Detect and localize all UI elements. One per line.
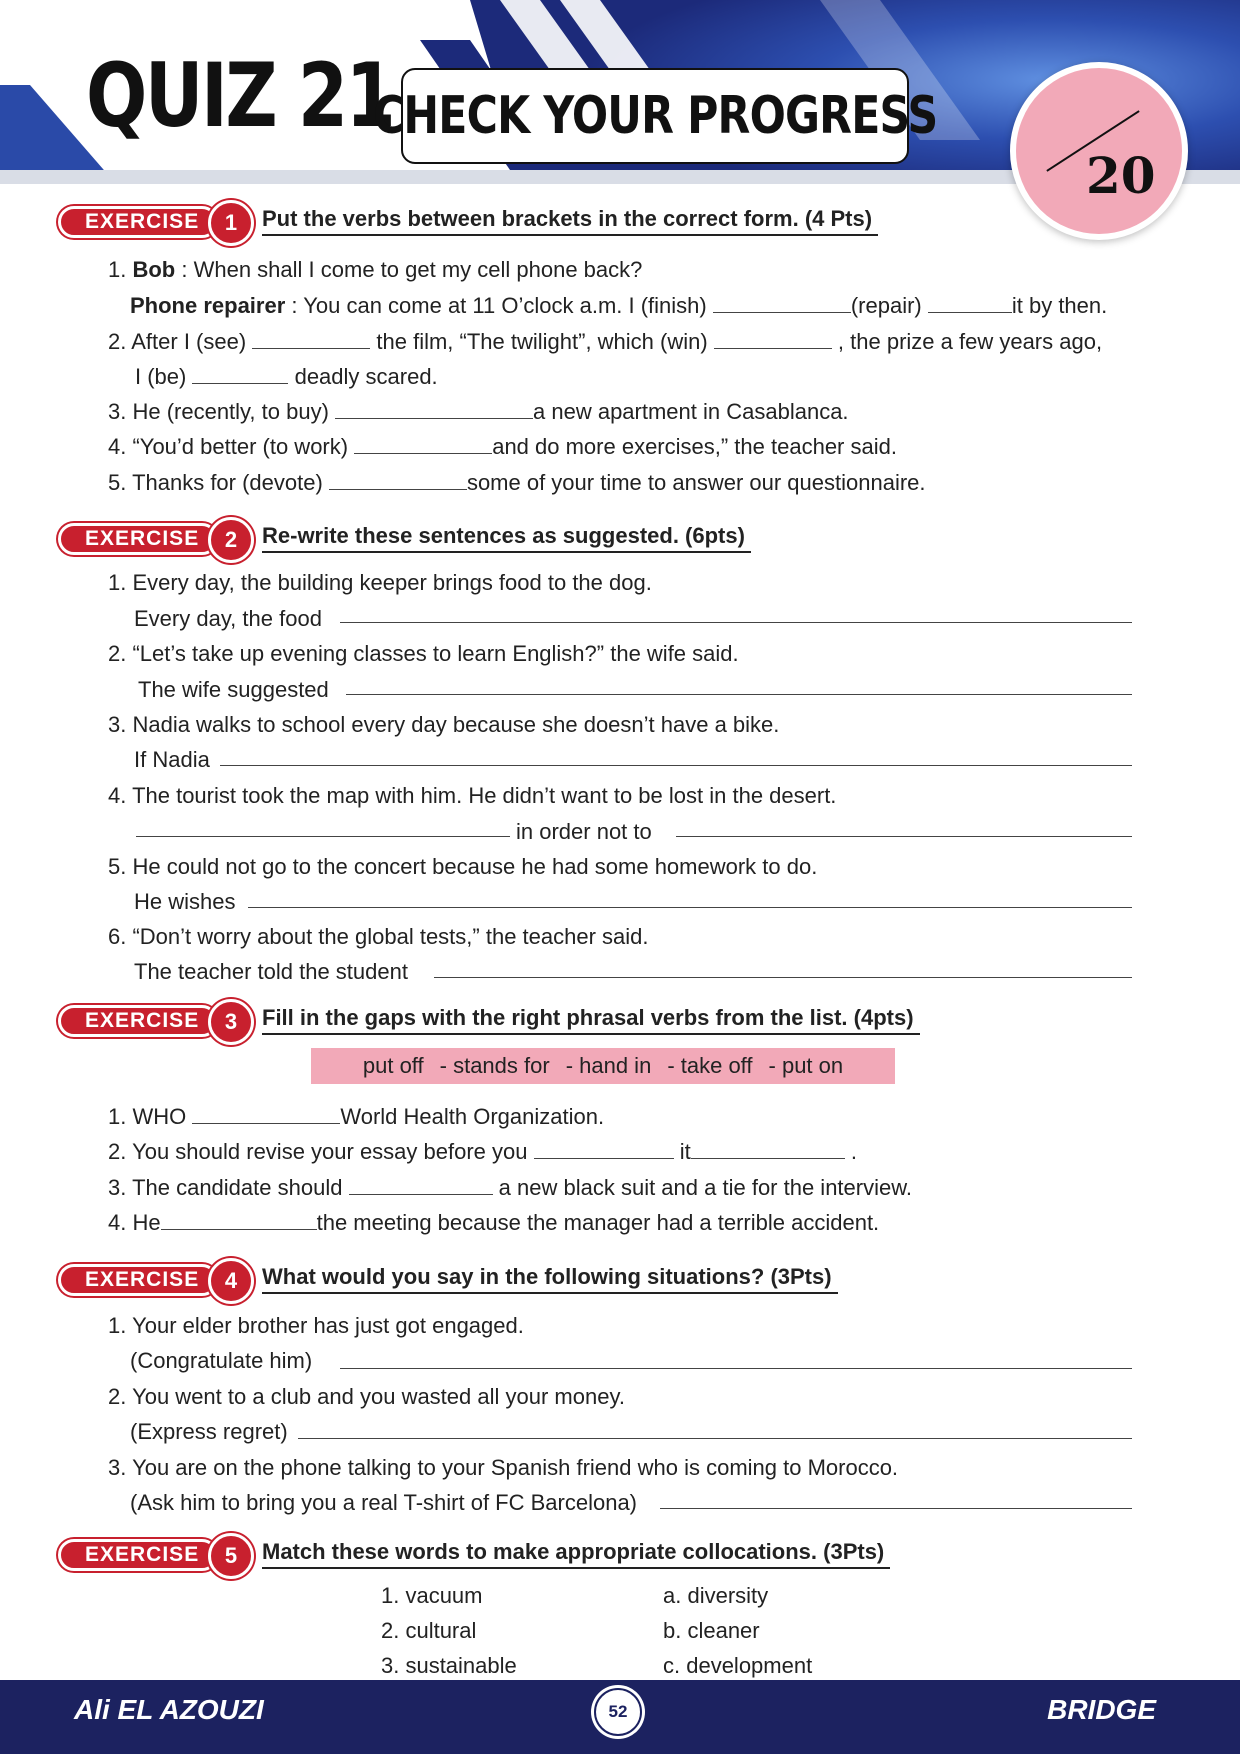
ex1-q1-answer (130, 292, 1107, 320)
q-text: World Health Organization. (340, 1104, 605, 1129)
ex4-q2: 2. You went to a club and you wasted all your money. (108, 1384, 625, 1409)
answer-line[interactable] (660, 1508, 1132, 1509)
ex4-a3-prompt: (Ask him to bring you a real T-shirt of FC Barcelona) (130, 1490, 638, 1515)
ex2-q4: 4. The tourist took the map with him. He didn’t want to be lost in the desert. (108, 783, 837, 808)
ex4-a2-prompt: (Express regret) (130, 1419, 288, 1444)
answer-line[interactable] (340, 622, 1132, 623)
ex2-q2: 2. “Let’s take up evening classes to learn English?” the wife said. (108, 641, 739, 666)
exercise-number: 5 (208, 1533, 254, 1579)
word-option: - hand in (565, 1053, 652, 1078)
ex1-q1 (108, 256, 642, 284)
q-text: 2. After I (see) (108, 329, 253, 354)
q-text: deadly scared. (288, 364, 438, 389)
exercise-number: 4 (208, 1258, 254, 1304)
speaker: Phone repairer (130, 293, 286, 318)
q-text: 4. He (108, 1210, 161, 1235)
q-text: 3. The candidate should (108, 1175, 349, 1200)
ex1-q2 (108, 328, 1102, 356)
q-text: a new black suit and a tie for the interview. (492, 1175, 913, 1200)
q-number: 1. (108, 257, 127, 282)
ex2-q5: 5. He could not go to the concert because he had some homework to do. (108, 854, 818, 879)
ex2-q6: 6. “Don’t worry about the global tests,” the teacher said. (108, 924, 649, 949)
match-left-item: 3. sustainable (381, 1653, 517, 1678)
q-text: 5. Thanks for (devote) (108, 470, 329, 495)
exercise-title: Re-write these sentences as suggested. (6pts) (262, 523, 751, 553)
q-text: the meeting because the manager had a terrible accident. (316, 1210, 880, 1235)
page-footer (0, 1680, 1240, 1754)
q-text: : When shall I come to get my cell phone back? (175, 257, 643, 282)
exercise-label: EXERCISE (58, 206, 218, 238)
answer-blank[interactable] (691, 1140, 845, 1159)
exercise-5-header (56, 1533, 1056, 1579)
match-left-item: 1. vacuum (381, 1583, 483, 1608)
match-right-item: c. development (663, 1653, 813, 1678)
progress-label: CHECK YOUR PROGRESS (372, 86, 938, 146)
ex2-q3: 3. Nadia walks to school every day because she doesn’t have a bike. (108, 712, 780, 737)
ex1-q5 (108, 469, 926, 497)
quiz-title: QUIZ 21 (86, 44, 394, 147)
exercise-3-header (56, 999, 1056, 1045)
match-right-item: a. diversity (663, 1583, 769, 1608)
score-total: 20 (1086, 146, 1156, 205)
answer-blank[interactable] (192, 365, 288, 384)
q-text: (repair) (850, 293, 928, 318)
q-text: it by then. (1011, 293, 1108, 318)
q-text: 4. “You’d better (to work) (108, 434, 355, 459)
q-text: it (679, 1139, 691, 1164)
ex3-q1 (108, 1103, 604, 1131)
q-text: 3. He (recently, to buy) (108, 399, 336, 424)
ex2-q1: 1. Every day, the building keeper brings food to the dog. (108, 570, 652, 595)
ex2-a4-prompt: in order not to (516, 819, 652, 844)
ex2-a1-prompt: Every day, the food (134, 606, 322, 631)
answer-blank[interactable] (252, 330, 370, 349)
match-right-item: b. cleaner (663, 1618, 760, 1643)
ex1-q3 (108, 398, 849, 426)
answer-blank[interactable] (161, 1211, 317, 1230)
exercise-4-header (56, 1258, 1056, 1304)
exercise-number: 1 (208, 200, 254, 246)
answer-line[interactable] (340, 1368, 1132, 1369)
q-text: and do more exercises,” the teacher said. (492, 434, 897, 459)
answer-line[interactable] (434, 977, 1132, 978)
q-text: I (be) (135, 364, 193, 389)
exercise-number: 3 (208, 999, 254, 1045)
ex1-q2-cont (135, 363, 438, 391)
ex4-q1: 1. Your elder brother has just got engaged. (108, 1313, 524, 1338)
q-text: some of your time to answer our questionnaire. (466, 470, 926, 495)
q-text: 2. You should revise your essay before you (108, 1139, 534, 1164)
author-name: Ali EL AZOUZI (74, 1694, 264, 1725)
ex2-a5-prompt: He wishes (134, 889, 236, 914)
q-text: the film, “The twilight”, which (win) (370, 329, 714, 354)
ex4-a1-prompt: (Congratulate him) (130, 1348, 313, 1373)
word-option: - put on (768, 1053, 844, 1078)
answer-blank[interactable] (192, 1105, 340, 1124)
exercise-title: Match these words to make appropriate collocations. (3Pts) (262, 1539, 890, 1569)
page-number: 52 (594, 1688, 642, 1736)
answer-line[interactable] (136, 836, 510, 837)
answer-blank[interactable] (534, 1140, 674, 1159)
q-text: 1. WHO (108, 1104, 193, 1129)
ex2-a3-prompt: If Nadia (134, 747, 210, 772)
answer-blank[interactable] (335, 400, 533, 419)
answer-line[interactable] (346, 694, 1132, 695)
word-option: - take off (667, 1053, 753, 1078)
exercise-title: What would you say in the following situations? (3Pts) (262, 1264, 838, 1294)
speaker: Bob (132, 257, 176, 282)
exercise-title: Put the verbs between brackets in the correct form. (4 Pts) (262, 206, 878, 236)
ex3-q2 (108, 1138, 857, 1166)
answer-blank[interactable] (714, 330, 832, 349)
exercise-number: 2 (208, 517, 254, 563)
exercise-label: EXERCISE (58, 1539, 218, 1571)
answer-blank[interactable] (349, 1176, 493, 1195)
brand-name: BRIDGE (1047, 1694, 1156, 1725)
exercise-2-header (56, 517, 1056, 563)
check-progress-banner (372, 68, 938, 164)
phrasal-verbs-list (311, 1048, 895, 1084)
ex4-q3: 3. You are on the phone talking to your Spanish friend who is coming to Morocco. (108, 1455, 899, 1480)
q-text: . (844, 1139, 857, 1164)
answer-blank[interactable] (329, 471, 467, 490)
answer-line[interactable] (298, 1438, 1132, 1439)
exercise-1-header (56, 200, 1056, 246)
ex3-q3 (108, 1174, 912, 1202)
q-text: : You can come at 11 O’clock a.m. I (finish) (285, 293, 713, 318)
word-option: - stands for (439, 1053, 550, 1078)
exercise-label: EXERCISE (58, 1005, 218, 1037)
answer-blank[interactable] (354, 435, 492, 454)
q-text: a new apartment in Casablanca. (533, 399, 849, 424)
word-option: put off (362, 1053, 424, 1078)
exercise-title: Fill in the gaps with the right phrasal verbs from the list. (4pts) (262, 1005, 920, 1035)
ex2-a6-prompt: The teacher told the student (134, 959, 408, 984)
ex1-q4 (108, 433, 897, 461)
answer-line[interactable] (676, 836, 1132, 837)
q-text: , the prize a few years ago, (831, 329, 1103, 354)
answer-line[interactable] (220, 765, 1132, 766)
match-left-item: 2. cultural (381, 1618, 477, 1643)
exercise-label: EXERCISE (58, 523, 218, 555)
exercise-label: EXERCISE (58, 1264, 218, 1296)
ex3-q4 (108, 1209, 879, 1237)
answer-line[interactable] (248, 907, 1132, 908)
answer-blank[interactable] (928, 294, 1012, 313)
ex2-a2-prompt: The wife suggested (138, 677, 329, 702)
answer-blank[interactable] (713, 294, 851, 313)
